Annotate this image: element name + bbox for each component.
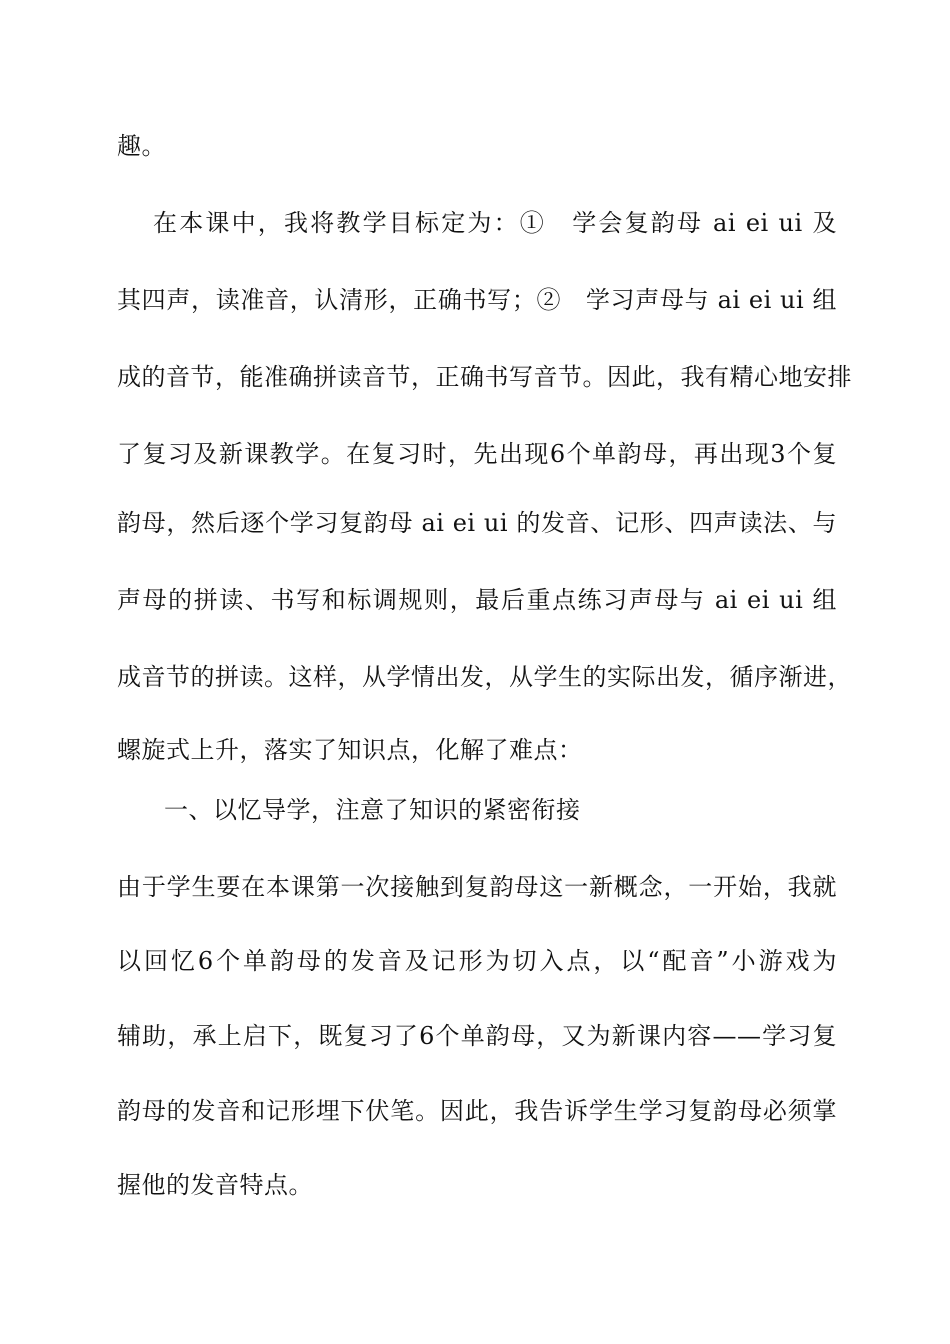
text-line-13: 辅助，承上启下，既复习了6个单韵母，又为新课内容——学习复 (117, 1022, 837, 1050)
text-line-11: 由于学生要在本课第一次接触到复韵母这一新概念，一开始，我就 (117, 873, 837, 901)
text-line-4: 成的音节，能准确拼读音节，正确书写音节。因此，我有精心地安排 (117, 363, 852, 391)
text-line-5: 了复习及新课教学。在复习时，先出现6个单韵母，再出现3个复 (117, 440, 837, 468)
text-line-9: 螺旋式上升，落实了知识点，化解了难点： (117, 736, 583, 764)
text-line-3: 其四声，读准音，认清形，正确书写；② 学习声母与 ai ei ui 组 (117, 286, 837, 314)
text-line-12: 以回忆6个单韵母的发音及记形为切入点，以“配音”小游戏为 (117, 947, 837, 975)
text-line-2: 在本课中，我将教学目标定为：① 学会复韵母 ai ei ui 及 (153, 209, 837, 237)
text-line-14: 韵母的发音和记形埋下伏笔。因此，我告诉学生学习复韵母必须掌 (117, 1097, 837, 1125)
text-line-7: 声母的拼读、书写和标调规则，最后重点练习声母与 ai ei ui 组 (117, 586, 837, 614)
text-line-1: 趣。 (117, 132, 166, 160)
text-line-6: 韵母，然后逐个学习复韵母 ai ei ui 的发音、记形、四声读法、与 (117, 509, 837, 537)
text-line-15: 握他的发音特点。 (117, 1171, 313, 1199)
text-line-8: 成音节的拼读。这样，从学情出发，从学生的实际出发，循序渐进， (117, 663, 852, 691)
section-heading: 一、以忆导学，注意了知识的紧密衔接 (164, 796, 581, 824)
